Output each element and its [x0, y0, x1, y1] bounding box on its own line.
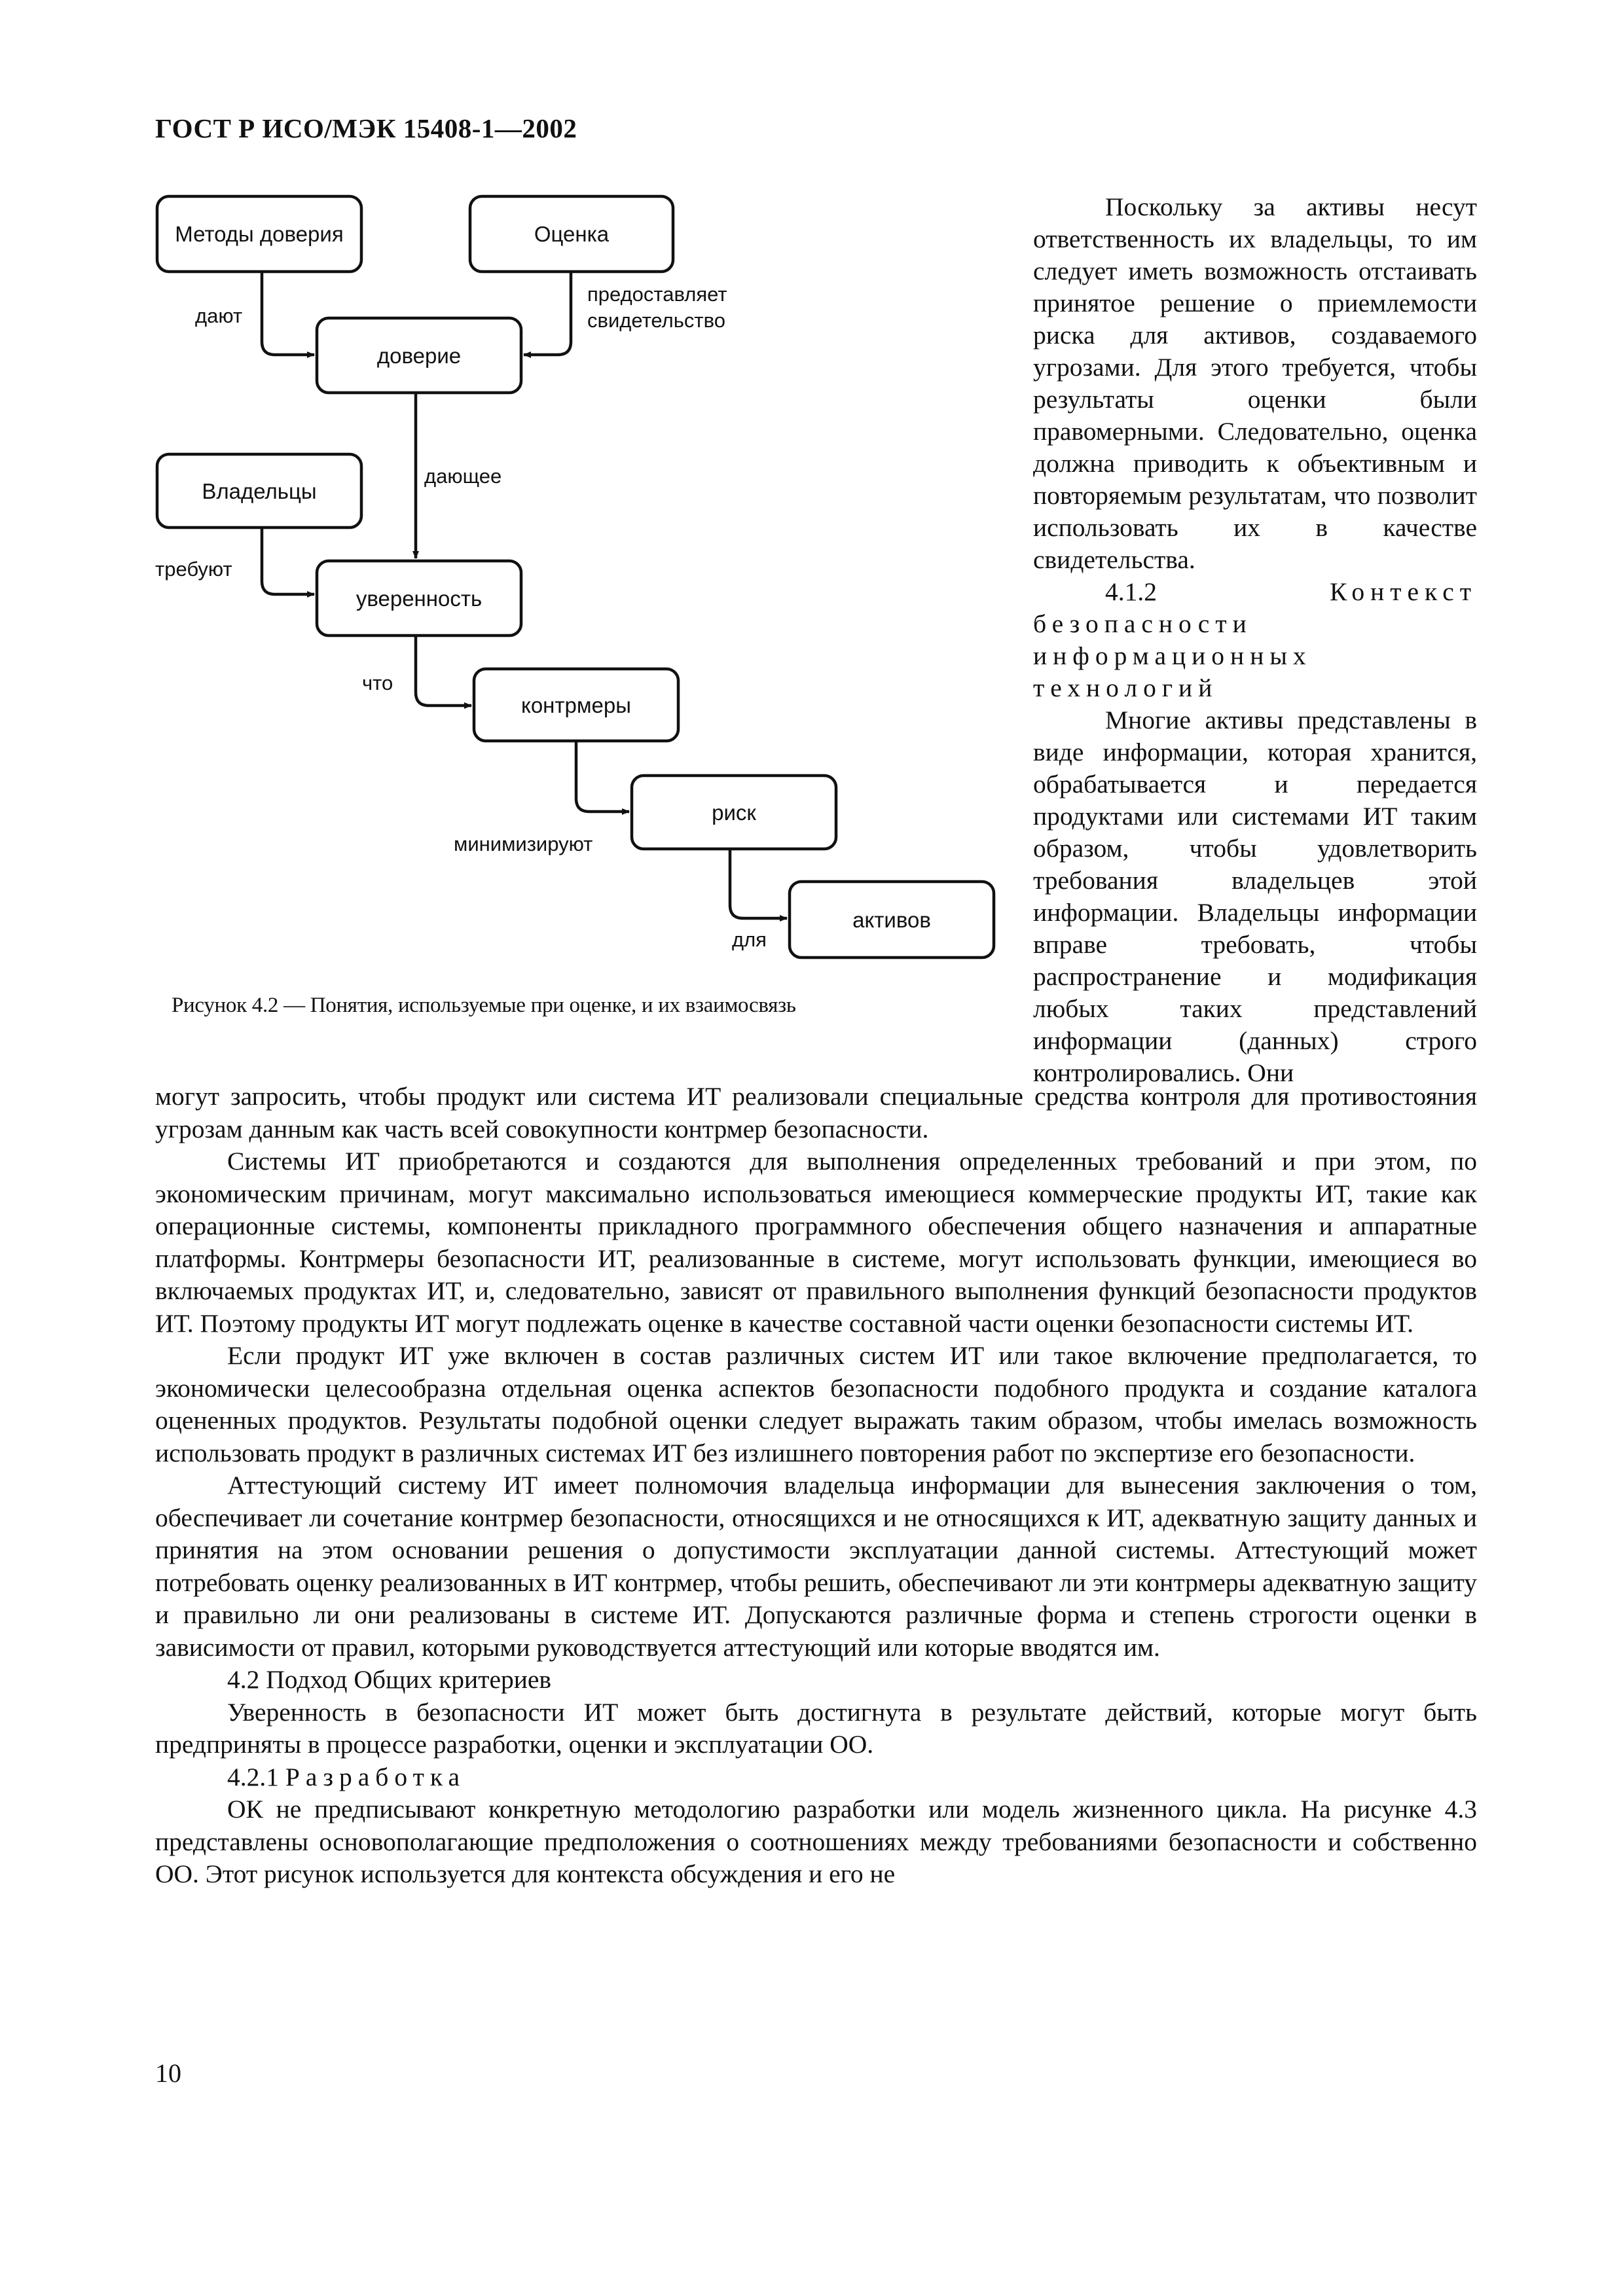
section-heading-4-2: 4.2 Подход Общих критериев — [227, 1665, 552, 1694]
paragraph: Аттестующий систему ИТ имеет полномочия владельца информации для вынесения заключения о том, обеспечивает ли сочетание контрмер безопасности, относящихся и не относящихся к ИТ, адекватную защиту данных и принятия на этом основании решения о допустимости эксплуатации данной системы. Аттестующий может потребовать оценку реализованных в ИТ контрмер, чтобы решить, обеспечивают ли эти контрмеры адекватную защиту и правильно ли они реализованы в системе ИТ. Допускаются различные форма и степень строгости оценки в зависимости от правил, которыми руководствуется аттестующий или которые вводятся им. — [155, 1471, 1477, 1662]
label-confidence: уверенность — [356, 586, 483, 611]
document-header: ГОСТ Р ИСО/МЭК 15408-1—2002 — [155, 113, 577, 143]
paragraph: ОК не предписывают конкретную методологию разработки или модель жизненного цикла. На рисунке 4.3 представлены основополагающие предположения о соотношениях между требованиями безопасности и собственно ОО. Этот рисунок используется для контекста обсуждения и его не — [155, 1795, 1477, 1888]
edge-label-that: что — [362, 672, 393, 694]
page-number: 10 — [155, 2058, 181, 2088]
section-title: Разработка — [285, 1762, 465, 1791]
label-owners: Владельцы — [202, 479, 317, 503]
concepts-diagram — [0, 0, 1008, 1047]
label-risk: риск — [712, 800, 756, 825]
paragraph: Многие активы представлены в виде информации, которая хранится, обрабатывается и передается продуктами или системами ИТ таким образом, чтобы удовлетворить требования владельцев этой информации. Владельцы информации вправе требовать, чтобы распространение и модификация любых таких представлений информации (данных) строго контролировались. Они — [1033, 706, 1477, 1087]
edge-for — [730, 849, 787, 918]
edge-label-minimize: минимизируют — [454, 833, 593, 855]
paragraph: Поскольку за активы несут ответственность их владельцы, то им следует иметь возможность отстаивать принятое решение о приемлемости риска для активов, создаваемого угрозами. Для этого требуется, чтобы результаты оценки были правомерными. Следовательно, оценка должна приводить к объективным и повторяемым результатам, что позволит использовать их в качестве свидетельства. — [1033, 192, 1477, 574]
edge-provides — [524, 272, 571, 355]
edge-label-giving: дающее — [424, 465, 502, 488]
paragraph: Уверенность в безопасности ИТ может быть достигнута в результате действий, которые могут быть предприняты в процессе разработки, оценки и эксплуатации ОО. — [155, 1697, 1477, 1759]
edge-that — [416, 636, 471, 706]
edge-label-provides-1: предоставляет — [587, 283, 727, 306]
section-heading-4-2-1 — [155, 1761, 1477, 1794]
label-countermeasures: контрмеры — [521, 693, 631, 717]
side-column — [1033, 191, 1477, 1089]
label-methods: Методы доверия — [175, 222, 344, 246]
edge-label-for: для — [732, 928, 767, 951]
label-assurance: доверие — [376, 344, 462, 368]
section-title: Контекст безопасности информационных технологий — [1033, 577, 1477, 702]
edge-label-give: дают — [195, 304, 243, 327]
paragraph: Системы ИТ приобретаются и создаются для выполнения определенных требований и при этом, по экономическим причинам, могут максимально использоваться имеющиеся коммерческие продукты ИТ, такие как операционные системы, компоненты прикладного программного обеспечения общего назначения и аппаратные платформы. Контрмеры безопасности ИТ, реализованные в системе, могут использовать функции, имеющиеся во включаемых продуктах ИТ, и, следовательно, зависят от правильного выполнения функций безопасности продуктов ИТ. Поэтому продукты ИТ могут подлежать оценке в качестве составной части оценки безопасности системы ИТ. — [155, 1147, 1477, 1338]
paragraph-continuation: могут запросить, чтобы продукт или система ИТ реализовали специальные средства контроля для противостояния угрозам данным как часть всей совокупности контрмер безопасности. — [155, 1082, 1477, 1143]
section-number: 4.2.1 — [227, 1762, 279, 1791]
paragraph: Если продукт ИТ уже включен в состав различных систем ИТ или такое включение предполагается, то экономически целесообразна отдельная оценка аспектов безопасности подобного продукта и создание каталога оцененных продуктов. Результаты подобной оценки следует выражать таким образом, чтобы имелась возможность использовать продукт в различных системах ИТ без излишнего повторения работ по экспертизе его безопасности. — [155, 1341, 1477, 1467]
edge-minimize — [576, 741, 629, 812]
edge-require — [262, 528, 314, 594]
edge-label-require: требуют — [155, 558, 232, 581]
main-column — [155, 1081, 1477, 1891]
label-evaluation: Оценка — [534, 222, 610, 246]
section-heading-4-1-2 — [1033, 576, 1477, 704]
label-assets: активов — [852, 908, 931, 932]
figure-caption: Рисунок 4.2 — Понятия, используемые при оценке, и их взаимосвязь — [172, 994, 796, 1017]
edge-give — [262, 272, 314, 355]
section-number: 4.1.2 — [1105, 577, 1157, 606]
edge-label-provides-2: свидетельство — [587, 309, 725, 332]
